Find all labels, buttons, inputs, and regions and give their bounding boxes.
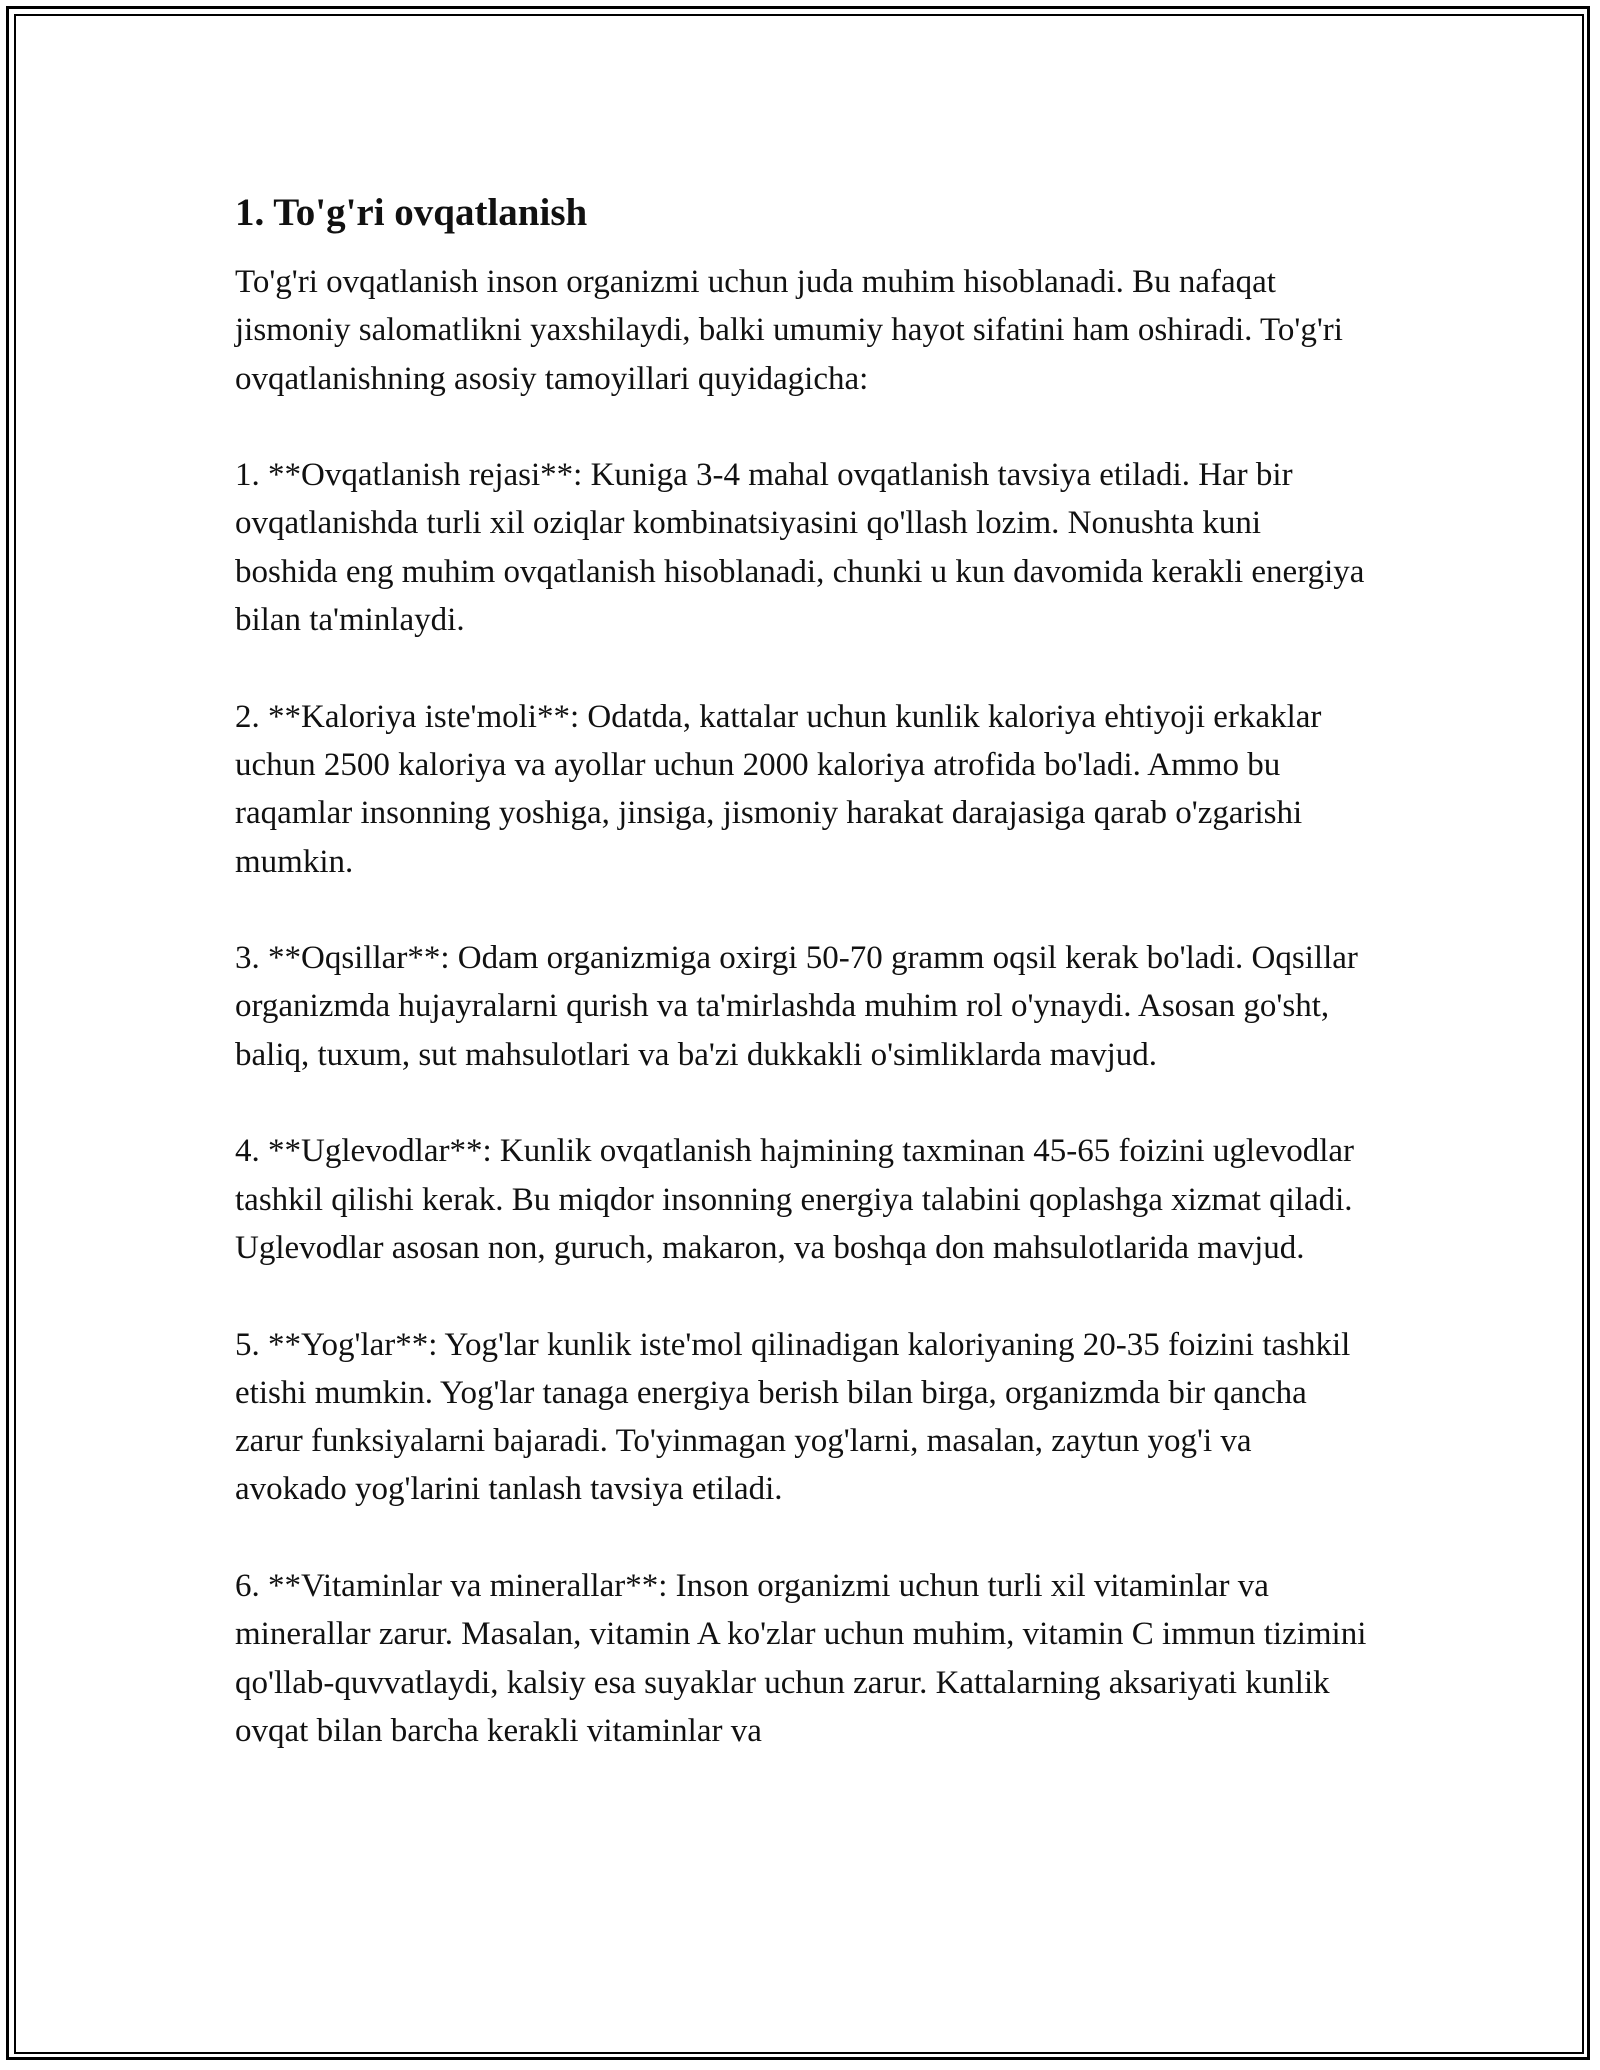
paragraph-proteins: 3. **Oqsillar**: Odam organizmiga oxirgi 50-70 gramm oqsil kerak bo'ladi. Oqsillar organizmda hujayralarni qurish va ta'mirlashda muhim rol o'ynaydi. Asosan go'sht, baliq, tuxum, sut mahsulotlari va ba'zi dukkakli o'simliklarda mavjud.	[235, 940, 1358, 1073]
document-body	[235, 188, 1370, 1804]
section-heading: 1. To'g'ri ovqatlanish	[235, 191, 588, 234]
intro-paragraph: To'g'ri ovqatlanish inson organizmi uchun juda muhim hisoblanadi. Bu nafaqat jismoniy salomatlikni yaxshilaydi, balki umumiy hayot sifatini ham oshiradi. To'g'ri ovqatlanishning asosiy tamoyillari quyidagicha:	[235, 264, 1343, 397]
paragraph-meal-plan: 1. **Ovqatlanish rejasi**: Kuniga 3-4 mahal ovqatlanish tavsiya etiladi. Har bir ovqatlanishda turli xil oziqlar kombinatsiyasini qo'llash lozim. Nonushta kuni boshida eng muhim ovqatlanish hisoblanadi, chunki u kun davomida kerakli energiya bilan ta'minlaydi.	[235, 457, 1365, 639]
paragraph-calorie-intake: 2. **Kaloriya iste'moli**: Odatda, kattalar uchun kunlik kaloriya ehtiyoji erkaklar uchun 2500 kaloriya va ayollar uchun 2000 kaloriya atrofida bo'ladi. Ammo bu raqamlar insonning yoshiga, jinsiga, jismoniy harakat darajasiga qarab o'zgarishi mumkin.	[235, 698, 1322, 880]
paragraph-carbohydrates: 4. **Uglevodlar**: Kunlik ovqatlanish hajmining taxminan 45-65 foizini uglevodlar tashkil qilishi kerak. Bu miqdor insonning energiya talabini qoplashga xizmat qiladi. Uglevodlar asosan non, guruch, makaron, va boshqa don mahsulotlarida mavjud.	[235, 1133, 1355, 1266]
paragraph-vitamins-minerals: 6. **Vitaminlar va minerallar**: Inson organizmi uchun turli xil vitaminlar va minerallar zarur. Masalan, vitamin A ko'zlar uchun muhim, vitamin C immun tizimini qo'llab-quvvatlaydi, kalsiy esa suyaklar uchun zarur. Kattalarning aksariyati kunlik ovqat bilan barcha kerakli vitaminlar va	[235, 1568, 1367, 1749]
paragraph-fats: 5. **Yog'lar**: Yog'lar kunlik iste'mol qilinadigan kaloriyaning 20-35 foizini tashkil etishi mumkin. Yog'lar tanaga energiya berish bilan birga, organizmda bir qancha zarur funksiyalarni bajaradi. To'yinmagan yog'larni, masalan, zaytun yog'i va avokado yog'larini tanlash tavsiya etiladi.	[235, 1326, 1351, 1508]
